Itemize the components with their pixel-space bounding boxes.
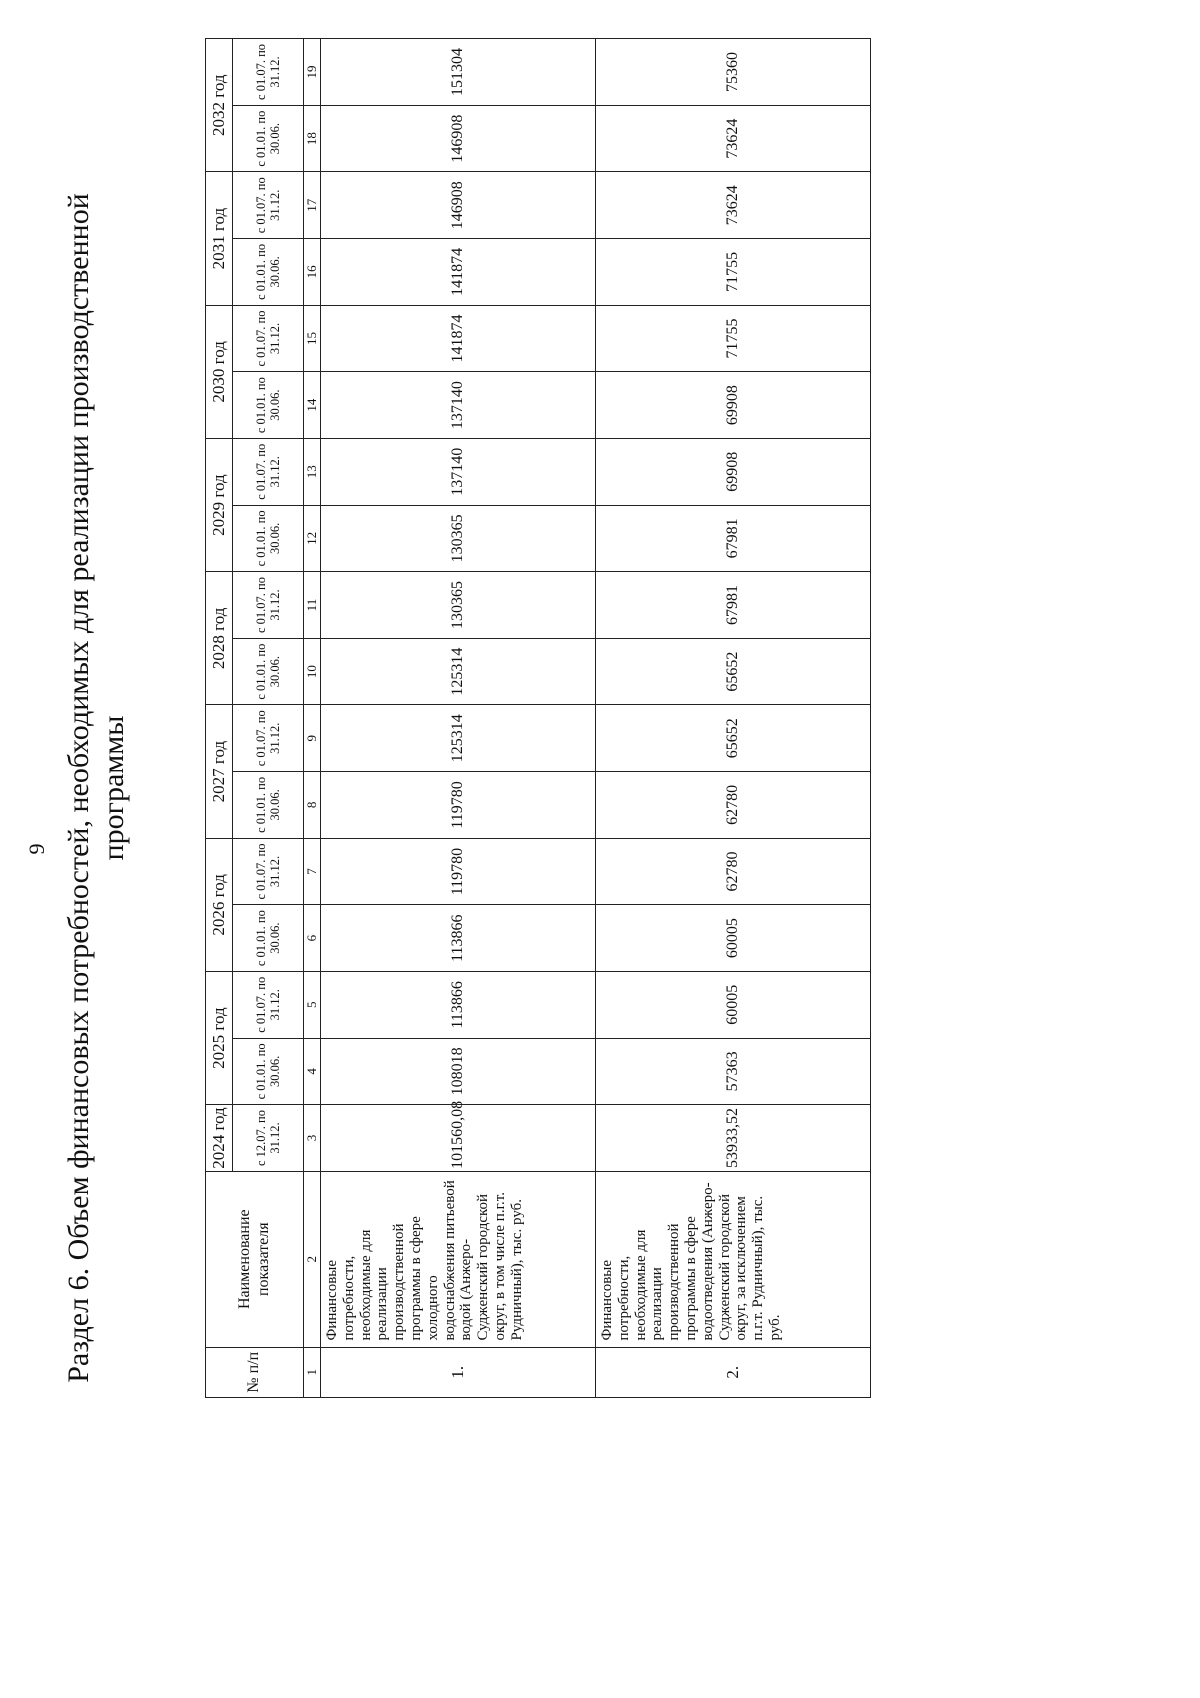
- row-value: 113866: [321, 971, 596, 1038]
- header-period: с 01.01. по 30.06.: [233, 239, 304, 306]
- row-value: 65652: [596, 638, 871, 705]
- header-period: с 01.01. по 30.06.: [233, 638, 304, 705]
- header-period: с 12.07. по 31.12.: [233, 1105, 304, 1172]
- header-year: 2032 год: [206, 39, 233, 172]
- row-value: 130365: [321, 572, 596, 639]
- column-index: 9: [304, 705, 321, 772]
- row-value: 130365: [321, 505, 596, 572]
- header-period: с 01.07. по 31.12.: [233, 39, 304, 106]
- row-value: 125314: [321, 638, 596, 705]
- table-row: [321, 39, 596, 1398]
- header-period: с 01.01. по 30.06.: [233, 105, 304, 172]
- column-index: 14: [304, 372, 321, 439]
- header-period: с 01.07. по 31.12.: [233, 705, 304, 772]
- row-value: 69908: [596, 438, 871, 505]
- row-value: 141874: [321, 239, 596, 306]
- column-index: 13: [304, 438, 321, 505]
- row-value: 125314: [321, 705, 596, 772]
- column-index: 16: [304, 239, 321, 306]
- row-value: 71755: [596, 239, 871, 306]
- financial-needs-table: [205, 38, 871, 1398]
- header-period: с 01.01. по 30.06.: [233, 772, 304, 839]
- page-number: 9: [24, 843, 49, 855]
- row-value: 75360: [596, 39, 871, 106]
- row-value: 137140: [321, 372, 596, 439]
- row-value: 65652: [596, 705, 871, 772]
- header-year: 2030 год: [206, 305, 233, 438]
- row-value: 67981: [596, 572, 871, 639]
- column-index: 5: [304, 971, 321, 1038]
- header-period: с 01.01. по 30.06.: [233, 372, 304, 439]
- column-index: 15: [304, 305, 321, 372]
- column-index: 18: [304, 105, 321, 172]
- column-index: 11: [304, 572, 321, 639]
- row-indicator-name: Финансовые потребности, необходимые для реализации производственной программы в сфере холодного водоснабжения питьевой водой (Анжеро-Судженский городской округ, в том числе п.г.т. Рудничный), тыс. руб.: [321, 1171, 596, 1347]
- section-title: Раздел 6. Объем финансовых потребностей, необходимых для реализации производственной программы: [62, 193, 130, 1383]
- header-period: с 01.07. по 31.12.: [233, 438, 304, 505]
- row-value: 146908: [321, 172, 596, 239]
- header-period: с 01.07. по 31.12.: [233, 838, 304, 905]
- header-year: 2031 год: [206, 172, 233, 305]
- row-value: 62780: [596, 772, 871, 839]
- header-year: 2026 год: [206, 838, 233, 971]
- header-period: с 01.01. по 30.06.: [233, 905, 304, 972]
- header-year: 2025 год: [206, 971, 233, 1104]
- header-num: № п/п: [206, 1347, 304, 1397]
- row-value: 67981: [596, 505, 871, 572]
- header-period: с 01.07. по 31.12.: [233, 305, 304, 372]
- column-index: 2: [304, 1171, 321, 1347]
- row-value: 119780: [321, 838, 596, 905]
- row-value: 141874: [321, 305, 596, 372]
- table-row: [596, 39, 871, 1398]
- header-period: с 01.01. по 30.06.: [233, 1038, 304, 1105]
- header-period: с 01.01. по 30.06.: [233, 505, 304, 572]
- header-period: с 01.07. по 31.12.: [233, 971, 304, 1038]
- row-value: 119780: [321, 772, 596, 839]
- row-value: 62780: [596, 838, 871, 905]
- row-value: 101560,08: [321, 1105, 596, 1172]
- row-value: 113866: [321, 905, 596, 972]
- header-name: Наименование показателя: [206, 1171, 304, 1347]
- row-value: 108018: [321, 1038, 596, 1105]
- row-number: 2.: [596, 1347, 871, 1397]
- header-period: с 01.07. по 31.12.: [233, 172, 304, 239]
- row-value: 60005: [596, 905, 871, 972]
- header-period: с 01.07. по 31.12.: [233, 572, 304, 639]
- column-index: 19: [304, 39, 321, 106]
- column-index-row: [304, 39, 321, 1398]
- header-year: 2029 год: [206, 438, 233, 571]
- column-index: 12: [304, 505, 321, 572]
- row-value: 57363: [596, 1038, 871, 1105]
- row-value: 146908: [321, 105, 596, 172]
- row-value: 71755: [596, 305, 871, 372]
- column-index: 6: [304, 905, 321, 972]
- row-value: 60005: [596, 971, 871, 1038]
- row-value: 151304: [321, 39, 596, 106]
- row-value: 69908: [596, 372, 871, 439]
- row-number: 1.: [321, 1347, 596, 1397]
- column-index: 17: [304, 172, 321, 239]
- column-index: 8: [304, 772, 321, 839]
- header-year: 2028 год: [206, 572, 233, 705]
- row-value: 137140: [321, 438, 596, 505]
- column-index: 1: [304, 1347, 321, 1397]
- header-row-years: [206, 39, 233, 1398]
- row-indicator-name: Финансовые потребности, необходимые для реализации производственной программы в сфере водоотведения (Анжеро-Судженский городской округ, за исключением п.г.т. Рудничный), тыс. руб.: [596, 1171, 871, 1347]
- row-value: 53933,52: [596, 1105, 871, 1172]
- column-index: 4: [304, 1038, 321, 1105]
- row-value: 73624: [596, 172, 871, 239]
- column-index: 10: [304, 638, 321, 705]
- row-value: 73624: [596, 105, 871, 172]
- column-index: 7: [304, 838, 321, 905]
- header-year: 2027 год: [206, 705, 233, 838]
- column-index: 3: [304, 1105, 321, 1172]
- header-year: 2024 год: [206, 1105, 233, 1172]
